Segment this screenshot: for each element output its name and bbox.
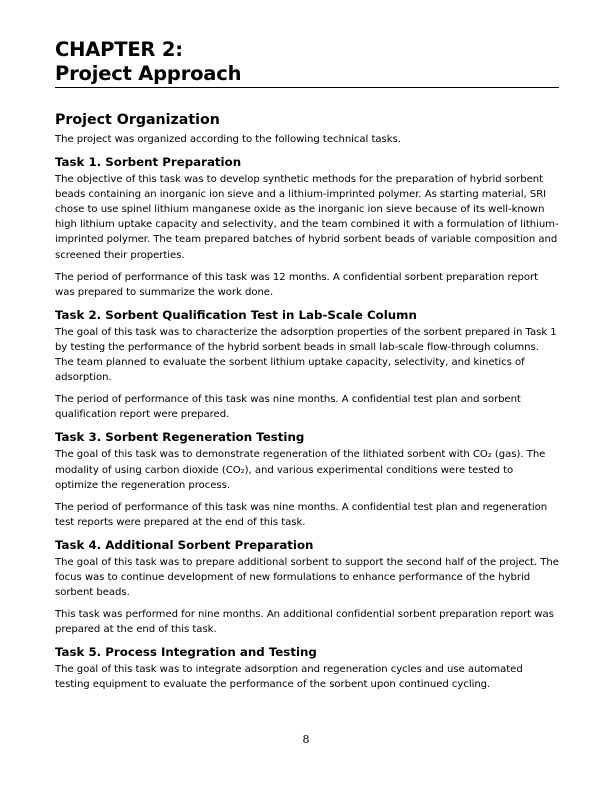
task-2-paragraph-1: The goal of this task was to characterize the adsorption properties of the sorbent prepared in Task 1 by testing the performance of the hybrid sorbent beads in small lab-scale flow-through columns. The team planned to evaluate the sorbent lithium uptake capacity, selectivity, and kinetics of adsorption. (55, 326, 557, 384)
section-intro: The project was organized according to the following technical tasks. (55, 134, 401, 145)
chapter-heading (55, 38, 559, 88)
task-1-title: Task 1. Sorbent Preparation (55, 155, 242, 170)
task-5-title: Task 5. Process Integration and Testing (55, 645, 317, 660)
task-4-paragraph-2: This task was performed for nine months. An additional confidential sorbent preparation report was prepared at the end of this task. (55, 609, 554, 636)
chapter-number: CHAPTER 2: (55, 38, 183, 61)
task-1-paragraph-2: The period of performance of this task was 12 months. A confidential sorbent preparation report was prepared to summarize the work done. (55, 271, 538, 298)
task-2-paragraph-2: The period of performance of this task was nine months. A confidential test plan and sorbent qualification report were prepared. (55, 394, 521, 421)
chapter-title: Project Approach (55, 62, 242, 85)
task-3-paragraph-2: The period of performance of this task was nine months. A confidential test plan and regeneration test reports were prepared at the end of this task. (55, 501, 548, 528)
task-1-paragraph-1: The objective of this task was to develop synthetic methods for the preparation of hybrid sorbent beads containing an inorganic ion sieve and a lithium-imprinted polymer. As starting material, SRI chose to use spinel lithium manganese oxide as the inorganic ion sieve because of its well-known high lithium uptake capacity and selectivity, and the team combined it with a formulation of lithium-imprinted polymer. The team prepared batches of hybrid sorbent beads of variable composition and screened their properties. (55, 174, 559, 261)
task-3-title: Task 3. Sorbent Regeneration Testing (55, 430, 305, 445)
task-2-title: Task 2. Sorbent Qualification Test in Lab-Scale Column (55, 307, 417, 322)
task-5-paragraph-1: The goal of this task was to integrate adsorption and regeneration cycles and use automated testing equipment to evaluate the performance of the sorbent upon continued cycling. (55, 664, 523, 691)
task-3-paragraph-1: The goal of this task was to demonstrate regeneration of the lithiated sorbent with CO₂ (gas). The modality of using carbon dioxide (CO₂), and various experimental conditions were tested to optimize the regeneration process. (55, 449, 546, 491)
page-number: 8 (302, 733, 310, 746)
page-content (55, 110, 559, 700)
task-4-title: Task 4. Additional Sorbent Preparation (55, 537, 314, 552)
section-title: Project Organization (55, 112, 220, 128)
task-4-paragraph-1: The goal of this task was to prepare additional sorbent to support the second half of the project. The focus was to continue development of new formulations to enhance performance of the hybrid sorbent beads. (55, 556, 559, 599)
